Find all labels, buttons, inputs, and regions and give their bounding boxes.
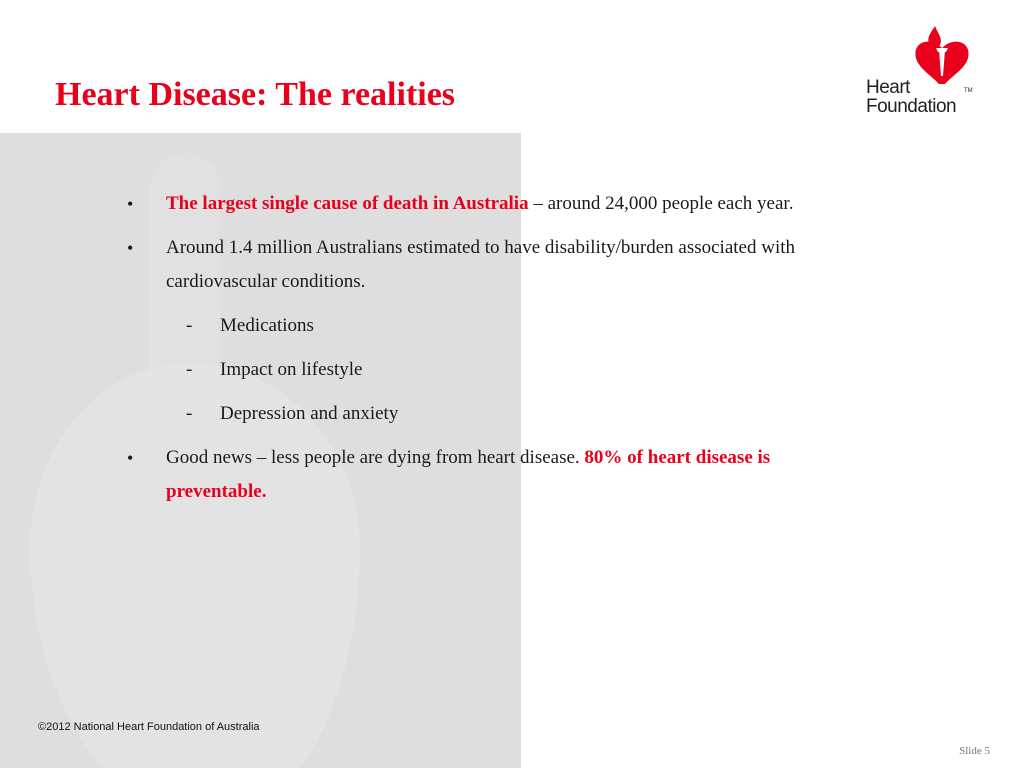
sub-item	[127, 309, 807, 343]
slide-number: Slide 5	[959, 745, 990, 757]
sub-item-text: Impact on lifestyle	[220, 359, 363, 380]
bullet-dot: •	[127, 194, 134, 214]
logo-line-foundation: Foundation	[866, 96, 957, 117]
bullet-item	[127, 187, 807, 221]
bullet-text: Good news – less people are dying from heart disease.	[166, 447, 585, 468]
heart-torch-icon	[860, 24, 980, 84]
logo-line-heart: Heart	[866, 77, 910, 98]
sub-item	[127, 397, 807, 431]
bullet-highlight: 80% of heart disease is preventable.	[166, 447, 771, 502]
bullet-item	[127, 231, 807, 299]
sub-item-dash: -	[186, 315, 193, 336]
sub-item-text: Depression and anxiety	[220, 403, 399, 424]
bullet-dot: •	[127, 448, 134, 468]
logo-text	[866, 78, 956, 116]
slide-title: Heart Disease: The realities	[55, 76, 456, 113]
bullet-highlight: The largest single cause of death in Australia	[166, 193, 529, 214]
sub-item	[127, 353, 807, 387]
sub-item-text: Medications	[220, 315, 314, 336]
copyright-text: ©2012 National Heart Foundation of Australia	[38, 721, 260, 733]
bullet-text: Around 1.4 million Australians estimated to have disability/burden associated with cardiovascular conditions.	[166, 237, 796, 292]
bullet-list	[127, 187, 807, 519]
logo-trademark: TM	[964, 88, 973, 94]
bullet-text: – around 24,000 people each year.	[528, 193, 794, 214]
bullet-dot: •	[127, 238, 134, 258]
heart-foundation-logo	[860, 24, 980, 124]
sub-item-dash: -	[186, 359, 193, 380]
sub-item-dash: -	[186, 403, 193, 424]
bullet-item	[127, 441, 807, 509]
